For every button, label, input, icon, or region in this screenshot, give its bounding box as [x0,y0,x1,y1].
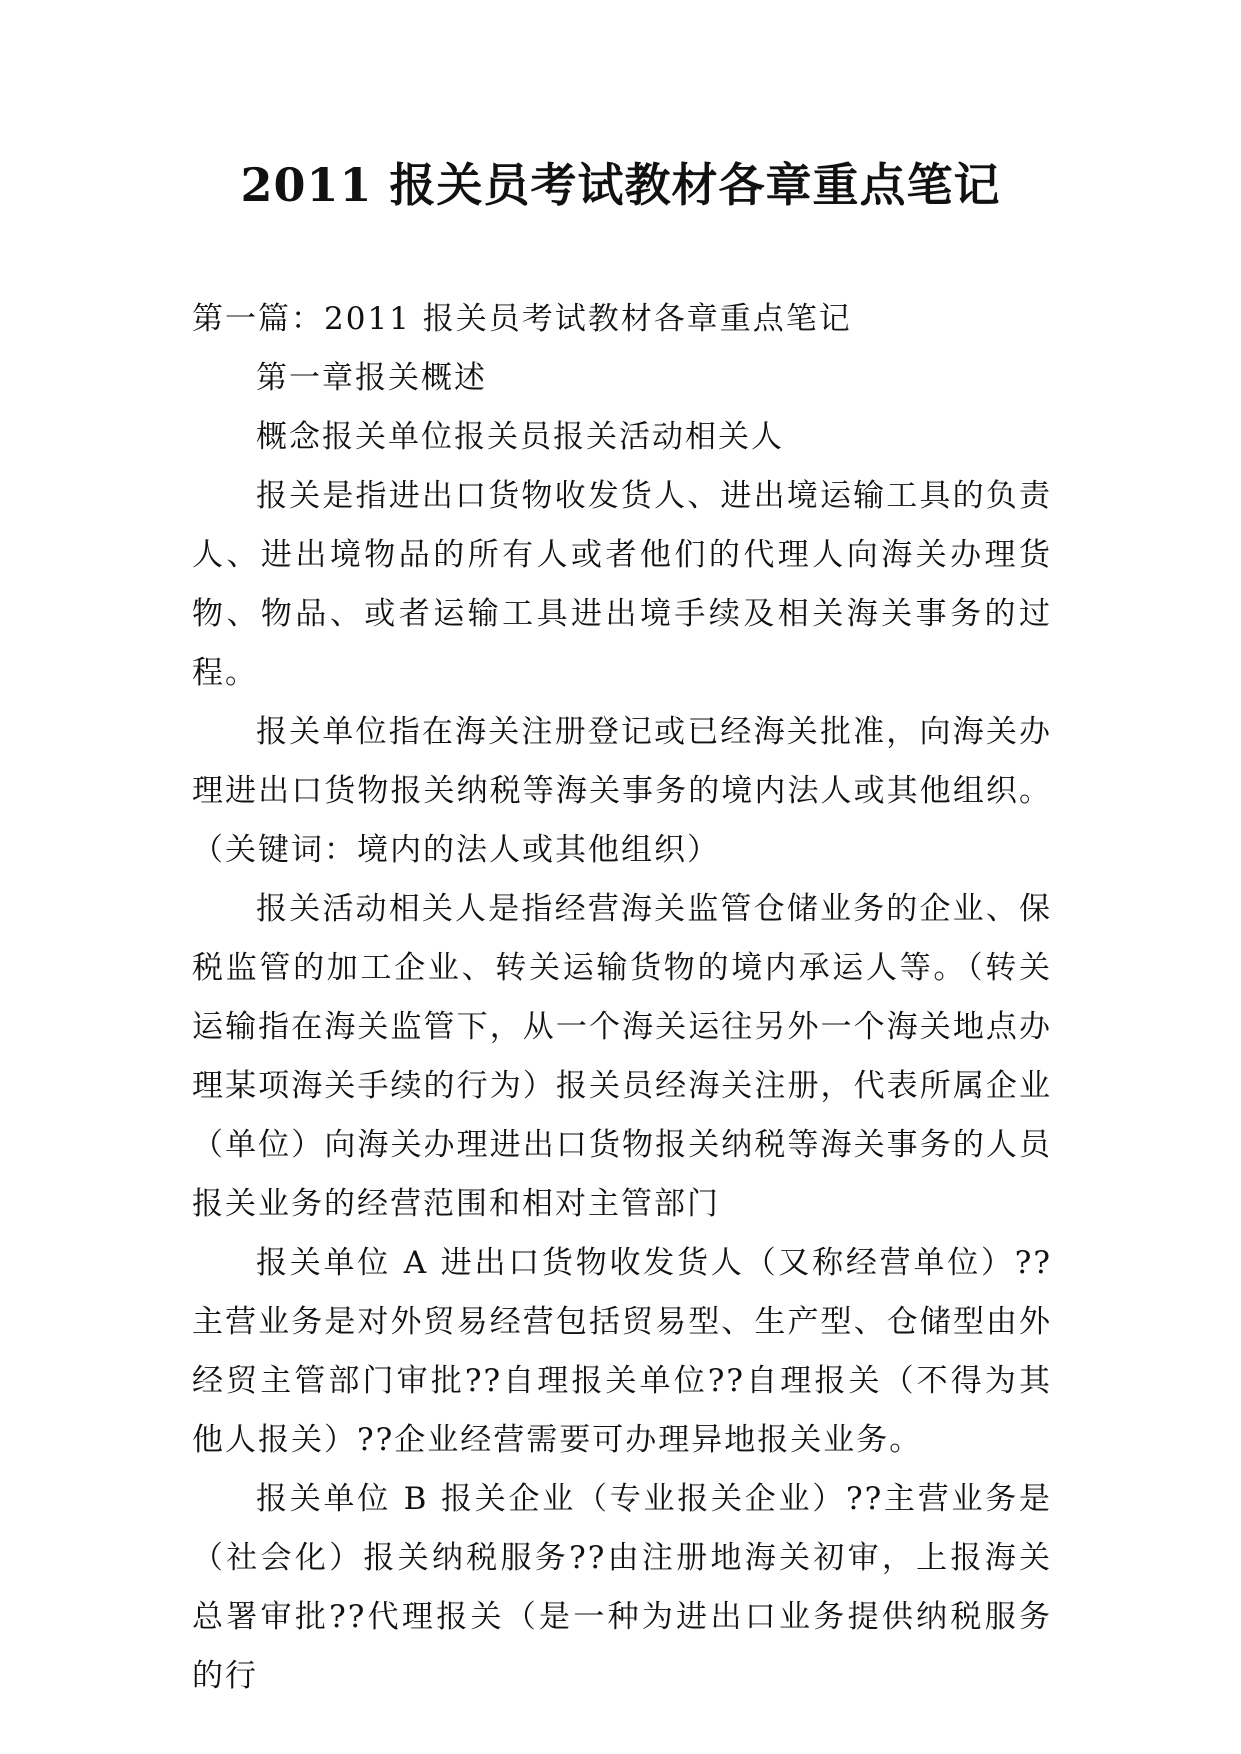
paragraph-unit-b: 报关单位 B 报关企业（专业报关企业）??主营业务是（社会化）报关纳税服务??由注册地海关初审，上报海关总署审批??代理报关（是一种为进出口业务提供纳税服务的行 [192,1481,1052,1694]
concept-list: 概念报关单位报关员报关活动相关人 [256,419,784,455]
paragraph-unit-a: 报关单位 A 进出口货物收发货人（又称经营单位）??主营业务是对外贸易经营包括贸易型、生产型、仓储型由外经贸主管部门审批??自理报关单位??自理报关（不得为其他人报关）??企业经营需要可办理异地报关业务。 [192,1245,1052,1458]
paragraph-declaration-unit: 报关单位指在海关注册登记或已经海关批准，向海关办理进出口货物报关纳税等海关事务的境内法人或其他组织。（关键词：境内的法人或其他组织） [192,714,1052,868]
section-heading: 第一篇：2011 报关员考试教材各章重点笔记 [192,301,852,337]
document-title: 2011 报关员考试教材各章重点笔记 [240,158,1001,212]
paragraph-customs-declaration: 报关是指进出口货物收发货人、进出境运输工具的负责人、进出境物品的所有人或者他们的代理人向海关办理货物、物品、或者运输工具进出境手续及相关海关事务的过程。 [192,478,1052,691]
document-body [192,290,1052,1706]
paragraph-related-parties: 报关活动相关人是指经营海关监管仓储业务的企业、保税监管的加工企业、转关运输货物的境内承运人等。（转关运输指在海关监管下，从一个海关运往另外一个海关地点办理某项海关手续的行为）报关员经海关注册，代表所属企业（单位）向海关办理进出口货物报关纳税等海关事务的人员报关业务的经营范围和相对主管部门 [192,891,1052,1222]
chapter-heading: 第一章报关概述 [256,360,487,396]
